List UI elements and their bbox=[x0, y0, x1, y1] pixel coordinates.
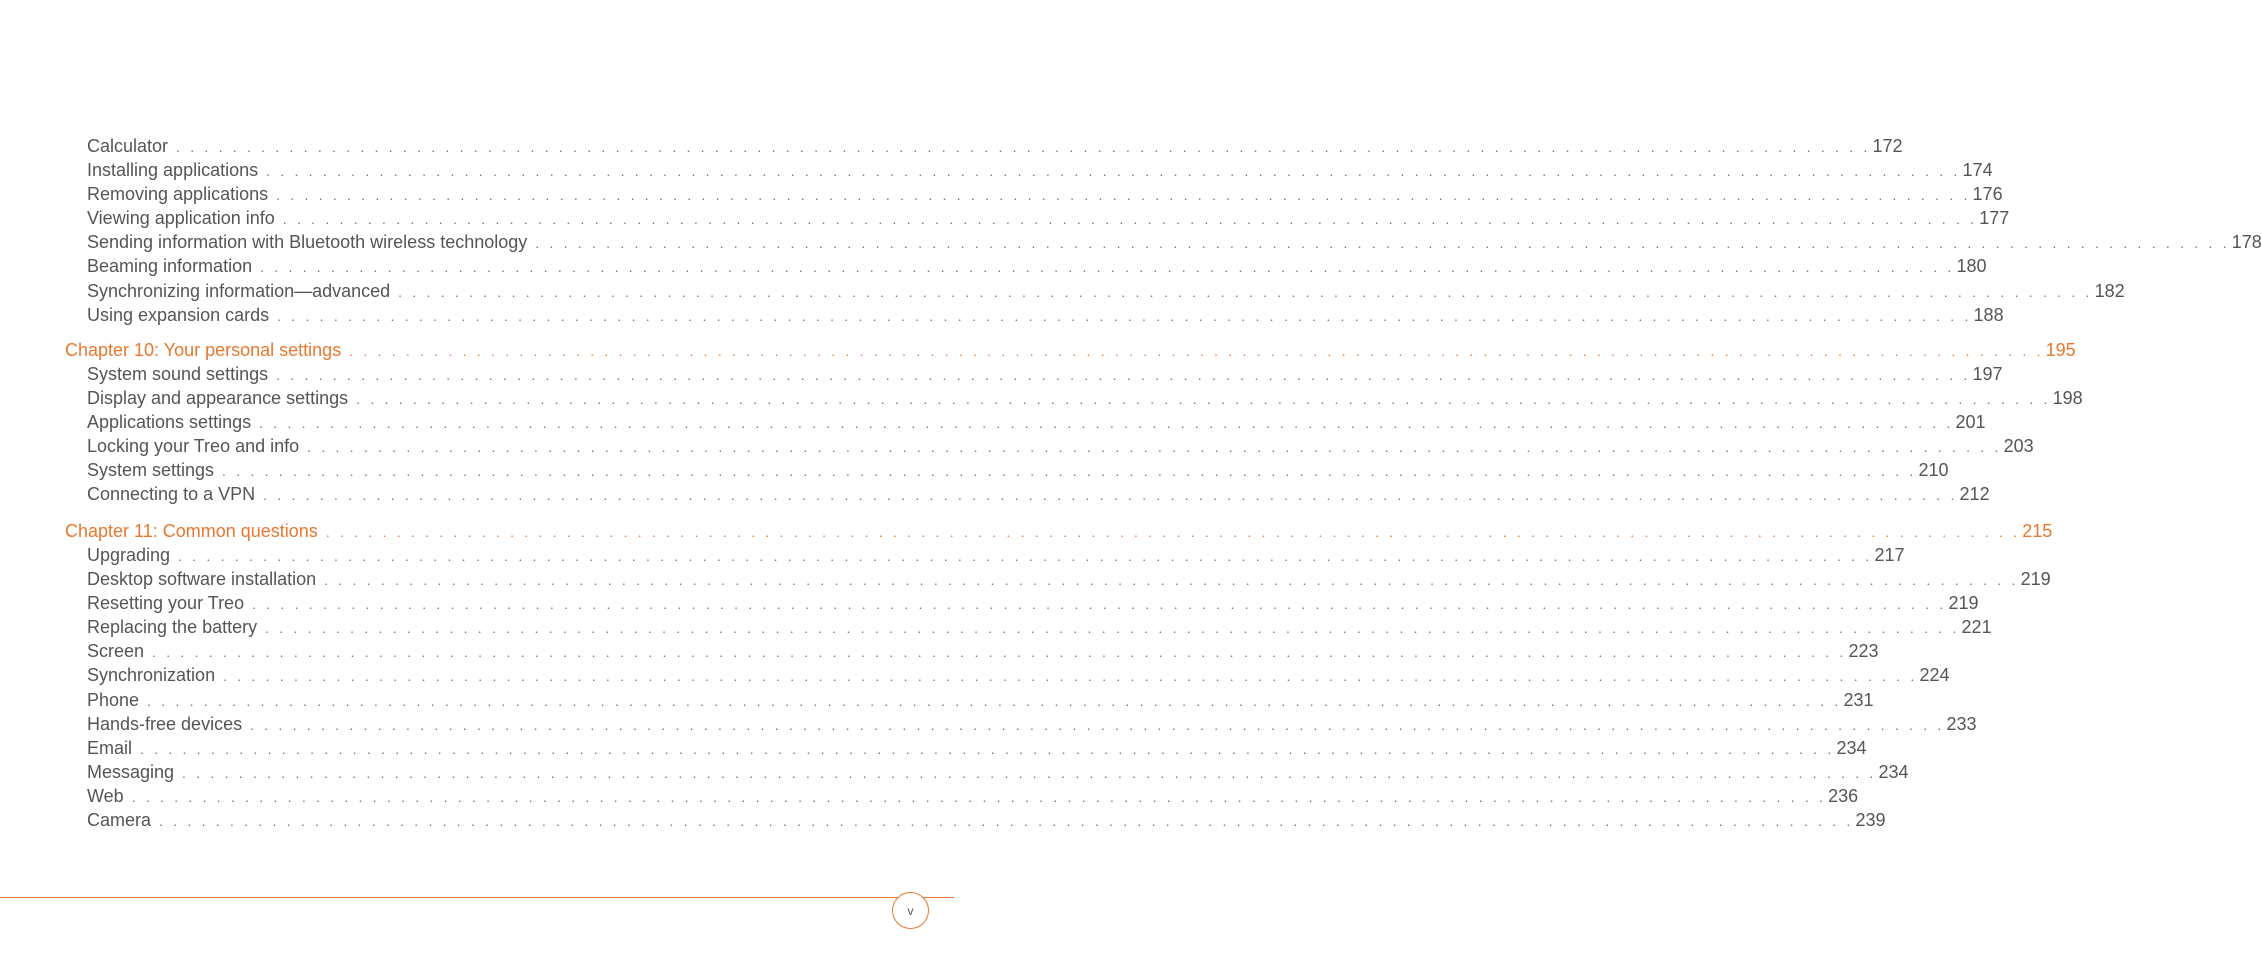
dot-leader: . . . . . . . . . . . . . . . . . . . . . . . . . . . . . . . . . . . . . . . . . . . . . . . . . . . . . . . . . . . . . . . . . . . . . . . . . . . . . . . . . . . . . . . . . . . . . . . . . . . . . . . . . . . . . . . . . . . . . . . . bbox=[223, 668, 1918, 685]
toc-page-number: 219 bbox=[2020, 569, 2051, 590]
toc-page-number: 182 bbox=[2094, 280, 2125, 301]
toc-title: Calculator bbox=[87, 136, 169, 156]
toc-row-content bbox=[87, 736, 1867, 761]
toc-entry[interactable] bbox=[0, 254, 1987, 278]
toc-entry[interactable] bbox=[0, 482, 1990, 506]
toc-title: Display and appearance settings bbox=[87, 387, 349, 408]
dot-leader: . . . . . . . . . . . . . . . . . . . . . . . . . . . . . . . . . . . . . . . . . . . . . . . . . . . . . . . . . . . . . . . . . . . . . . . . . . . . . . . . . . . . . . . . . . . . . . . . . . . . . . . . . . . . . . . . . . . . . . . . bbox=[259, 415, 1954, 432]
dot-leader: . . . . . . . . . . . . . . . . . . . . . . . . . . . . . . . . . . . . . . . . . . . . . . . . . . . . . . . . . . . . . . . . . . . . . . . . . . . . . . . . . . . . . . . . . . . . . . . . . . . . . . . . . . . . . . . . . . . . . . . . bbox=[356, 390, 2051, 407]
dot-leader: . . . . . . . . . . . . . . . . . . . . . . . . . . . . . . . . . . . . . . . . . . . . . . . . . . . . . . . . . . . . . . . . . . . . . . . . . . . . . . . . . . . . . . . . . . . . . . . . . . . . . . . . . . . . . . . . . . . . . . . . bbox=[265, 620, 1960, 637]
toc-title: Viewing application info bbox=[87, 208, 275, 229]
toc-row-content bbox=[65, 519, 2053, 544]
toc-row-content bbox=[87, 158, 1993, 183]
dot-leader: . . . . . . . . . . . . . . . . . . . . . . . . . . . . . . . . . . . . . . . . . . . . . . . . . . . . . . . . . . . . . . . . . . . . . . . . . . . . . . . . . . . . . . . . . . . . . . . . . . . . . . . . . . . . . . . . . . . . . . . . bbox=[398, 283, 2093, 300]
toc-entry[interactable] bbox=[0, 736, 1867, 760]
toc-title: Screen bbox=[87, 641, 145, 662]
toc-row-content bbox=[87, 134, 1903, 159]
toc-entry[interactable] bbox=[0, 615, 1992, 639]
toc-page-number: 177 bbox=[1979, 208, 2010, 229]
toc-entry[interactable] bbox=[0, 808, 1886, 832]
dot-leader: . . . . . . . . . . . . . . . . . . . . . . . . . . . . . . . . . . . . . . . . . . . . . . . . . . . . . . . . . . . . . . . . . . . . . . . . . . . . . . . . . . . . . . . . . . . . . . . . . . . . . . . . . . . . . . . . . . . . . . . . bbox=[178, 548, 1873, 564]
toc-row-content bbox=[87, 591, 1979, 616]
toc-chapter-heading[interactable] bbox=[0, 519, 2053, 543]
toc-row-content bbox=[87, 639, 1879, 664]
toc-row-content bbox=[87, 615, 1992, 640]
toc-page-number: 221 bbox=[1961, 617, 1992, 638]
dot-leader: . . . . . . . . . . . . . . . . . . . . . . . . . . . . . . . . . . . . . . . . . . . . . . . . . . . . . . . . . . . . . . . . . . . . . . . . . . . . . . . . . . . . . . . . . . . . . . . . . . . . . . . . . . . . . . . . . . . . . . . . bbox=[349, 342, 2044, 359]
toc-row-content bbox=[87, 567, 2051, 592]
toc-page-number: 176 bbox=[1972, 184, 2003, 205]
toc-entry[interactable] bbox=[0, 410, 1986, 434]
toc-row-content bbox=[87, 784, 1859, 809]
toc-row-content bbox=[87, 410, 1986, 435]
toc-entry[interactable] bbox=[0, 591, 1979, 615]
toc-entry[interactable] bbox=[0, 158, 1993, 182]
toc-entry[interactable] bbox=[0, 386, 2083, 410]
toc-entry[interactable] bbox=[0, 182, 2003, 206]
dot-leader: . . . . . . . . . . . . . . . . . . . . . . . . . . . . . . . . . . . . . . . . . . . . . . . . . . . . . . . . . . . . . . . . . . . . . . . . . . . . . . . . . . . . . . . . . . . . . . . . . . . . . . . . . . . . . . . . . . . . . . . . bbox=[159, 813, 1854, 830]
toc-page-number: 210 bbox=[1918, 460, 1949, 481]
toc-title: Removing applications bbox=[87, 184, 269, 205]
toc-title: Web bbox=[87, 785, 124, 806]
toc-page-number: 217 bbox=[1874, 545, 1905, 565]
toc-entry[interactable] bbox=[0, 567, 2051, 591]
toc-title: Chapter 11: Common questions bbox=[65, 520, 318, 541]
dot-leader: . . . . . . . . . . . . . . . . . . . . . . . . . . . . . . . . . . . . . . . . . . . . . . . . . . . . . . . . . . . . . . . . . . . . . . . . . . . . . . . . . . . . . . . . . . . . . . . . . . . . . . . . . . . . . . . . . . . . . . . . bbox=[263, 487, 1958, 504]
toc-title: Hands-free devices bbox=[87, 713, 243, 734]
toc-title: Beaming information bbox=[87, 256, 253, 277]
dot-leader: . . . . . . . . . . . . . . . . . . . . . . . . . . . . . . . . . . . . . . . . . . . . . . . . . . . . . . . . . . . . . . . . . . . . . . . . . . . . . . . . . . . . . . . . . . . . . . . . . . . . . . . . . . . . . . . . . . . . . . . . bbox=[277, 307, 1972, 324]
dot-leader: . . . . . . . . . . . . . . . . . . . . . . . . . . . . . . . . . . . . . . . . . . . . . . . . . . . . . . . . . . . . . . . . . . . . . . . . . . . . . . . . . . . . . . . . . . . . . . . . . . . . . . . . . . . . . . . . . . . . . . . . bbox=[252, 596, 1947, 613]
toc-page-number: 212 bbox=[1959, 484, 1990, 505]
dot-leader: . . . . . . . . . . . . . . . . . . . . . . . . . . . . . . . . . . . . . . . . . . . . . . . . . . . . . . . . . . . . . . . . . . . . . . . . . . . . . . . . . . . . . . . . . . . . . . . . . . . . . . . . . . . . . . . . . . . . . . . . bbox=[535, 235, 2230, 252]
toc-row-content bbox=[87, 206, 2010, 231]
toc-page-number: 234 bbox=[1836, 737, 1867, 758]
table-of-contents bbox=[0, 134, 2262, 832]
toc-title: Synchronizing information—advanced bbox=[87, 280, 391, 301]
dot-leader: . . . . . . . . . . . . . . . . . . . . . . . . . . . . . . . . . . . . . . . . . . . . . . . . . . . . . . . . . . . . . . . . . . . . . . . . . . . . . . . . . . . . . . . . . . . . . . . . . . . . . . . . . . . . . . . . . . . . . . . . bbox=[152, 644, 1847, 661]
toc-page-number: 203 bbox=[2003, 436, 2034, 457]
toc-entry[interactable] bbox=[0, 688, 1874, 712]
toc-page-number: 231 bbox=[1843, 689, 1874, 710]
toc-title: Phone bbox=[87, 689, 140, 710]
toc-row-content bbox=[87, 688, 1874, 713]
toc-title: Camera bbox=[87, 810, 152, 831]
toc-entry[interactable] bbox=[0, 712, 1977, 736]
toc-entry[interactable] bbox=[0, 543, 1905, 567]
dot-leader: . . . . . . . . . . . . . . . . . . . . . . . . . . . . . . . . . . . . . . . . . . . . . . . . . . . . . . . . . . . . . . . . . . . . . . . . . . . . . . . . . . . . . . . . . . . . . . . . . . . . . . . . . . . . . . . . . . . . . . . . bbox=[250, 716, 1945, 733]
page-number: v bbox=[907, 903, 914, 918]
toc-entry[interactable] bbox=[0, 639, 1879, 663]
toc-row-content bbox=[87, 254, 1987, 279]
toc-entry[interactable] bbox=[0, 303, 2004, 327]
toc-row-content bbox=[87, 386, 2083, 411]
dot-leader: . . . . . . . . . . . . . . . . . . . . . . . . . . . . . . . . . . . . . . . . . . . . . . . . . . . . . . . . . . . . . . . . . . . . . . . . . . . . . . . . . . . . . . . . . . . . . . . . . . . . . . . . . . . . . . . . . . . . . . . . bbox=[131, 788, 1827, 805]
dot-leader: . . . . . . . . . . . . . . . . . . . . . . . . . . . . . . . . . . . . . . . . . . . . . . . . . . . . . . . . . . . . . . . . . . . . . . . . . . . . . . . . . . . . . . . . . . . . . . . . . . . . . . . . . . . . . . . . . . . . . . . . bbox=[324, 572, 2019, 589]
toc-row-content bbox=[87, 303, 2004, 328]
toc-page-number: 188 bbox=[1973, 304, 2004, 325]
toc-title: Sending information with Bluetooth wireless technology bbox=[87, 232, 528, 253]
toc-page-number: 201 bbox=[1955, 412, 1986, 433]
dot-leader: . . . . . . . . . . . . . . . . . . . . . . . . . . . . . . . . . . . . . . . . . . . . . . . . . . . . . . . . . . . . . . . . . . . . . . . . . . . . . . . . . . . . . . . . . . . . . . . . . . . . . . . . . . . . . . . . . . . . . . . . bbox=[307, 439, 2002, 456]
toc-entry[interactable] bbox=[0, 663, 1950, 687]
toc-page-number: 174 bbox=[1962, 160, 1993, 181]
toc-title: Connecting to a VPN bbox=[87, 484, 256, 505]
toc-row-content bbox=[87, 760, 1909, 785]
toc-entry[interactable] bbox=[0, 458, 1949, 482]
dot-leader: . . . . . . . . . . . . . . . . . . . . . . . . . . . . . . . . . . . . . . . . . . . . . . . . . . . . . . . . . . . . . . . . . . . . . . . . . . . . . . . . . . . . . . . . . . . . . . . . . . . . . . . . . . . . . . . . . . . . . . . . bbox=[276, 366, 1971, 383]
toc-entry[interactable] bbox=[0, 362, 2003, 386]
toc-page-number: 239 bbox=[1855, 810, 1886, 831]
toc-row-content bbox=[87, 663, 1950, 688]
toc-page-number: 224 bbox=[1919, 665, 1950, 686]
toc-entry[interactable] bbox=[0, 784, 1859, 808]
toc-page-number: 219 bbox=[1948, 593, 1979, 614]
toc-page-number: 198 bbox=[2052, 387, 2083, 408]
dot-leader: . . . . . . . . . . . . . . . . . . . . . . . . . . . . . . . . . . . . . . . . . . . . . . . . . . . . . . . . . . . . . . . . . . . . . . . . . . . . . . . . . . . . . . . . . . . . . . . . . . . . . . . . . . . . . . . . . . . . . . . . bbox=[276, 187, 1971, 204]
toc-row-content bbox=[87, 230, 2262, 255]
dot-leader: . . . . . . . . . . . . . . . . . . . . . . . . . . . . . . . . . . . . . . . . . . . . . . . . . . . . . . . . . . . . . . . . . . . . . . . . . . . . . . . . . . . . . . . . . . . . . . . . . . . . . . . . . . . . . . . . . . . . . . . . bbox=[282, 211, 1978, 228]
dot-leader: . . . . . . . . . . . . . . . . . . . . . . . . . . . . . . . . . . . . . . . . . . . . . . . . . . . . . . . . . . . . . . . . . . . . . . . . . . . . . . . . . . . . . . . . . . . . . . . . . . . . . . . . . . . . . . . . . . . . . . . . bbox=[222, 463, 1917, 480]
footer-divider bbox=[0, 897, 954, 898]
toc-title: Resetting your Treo bbox=[87, 593, 245, 614]
toc-title: System sound settings bbox=[87, 363, 269, 384]
toc-row-content bbox=[87, 279, 2125, 304]
dot-leader: . . . . . . . . . . . . . . . . . . . . . . . . . . . . . . . . . . . . . . . . . . . . . . . . . . . . . . . . . . . . . . . . . . . . . . . . . . . . . . . . . . . . . . . . . . . . . . . . . . . . . . . . . . . . . . . . . . . . . . . . bbox=[147, 692, 1842, 709]
dot-leader: . . . . . . . . . . . . . . . . . . . . . . . . . . . . . . . . . . . . . . . . . . . . . . . . . . . . . . . . . . . . . . . . . . . . . . . . . . . . . . . . . . . . . . . . . . . . . . . . . . . . . . . . . . . . . . . . . . . . . . . . bbox=[140, 740, 1835, 757]
toc-entry[interactable] bbox=[0, 279, 2125, 303]
toc-title: Desktop software installation bbox=[87, 569, 317, 590]
dot-leader: . . . . . . . . . . . . . . . . . . . . . . . . . . . . . . . . . . . . . . . . . . . . . . . . . . . . . . . . . . . . . . . . . . . . . . . . . . . . . . . . . . . . . . . . . . . . . . . . . . . . . . . . . . . . . . . . . . . . . . . . bbox=[260, 259, 1955, 276]
toc-title: Installing applications bbox=[87, 160, 259, 181]
toc-row-content bbox=[87, 712, 1977, 737]
toc-page-number: 172 bbox=[1872, 136, 1903, 156]
toc-page-number: 223 bbox=[1848, 641, 1879, 662]
toc-page-number: 215 bbox=[2022, 520, 2053, 541]
toc-page-number: 178 bbox=[2231, 232, 2262, 253]
dot-leader: . . . . . . . . . . . . . . . . . . . . . . . . . . . . . . . . . . . . . . . . . . . . . . . . . . . . . . . . . . . . . . . . . . . . . . . . . . . . . . . . . . . . . . . . . . . . . . . . . . . . . . . . . . . . . . . . . . . . . . . . bbox=[266, 163, 1961, 180]
toc-title: Email bbox=[87, 737, 133, 758]
toc-page-number: 234 bbox=[1878, 761, 1909, 782]
toc-row-content bbox=[87, 362, 2003, 387]
toc-title: Chapter 10: Your personal settings bbox=[65, 339, 342, 360]
toc-row-content bbox=[87, 182, 2003, 207]
toc-title: Messaging bbox=[87, 761, 175, 782]
toc-title: Using expansion cards bbox=[87, 304, 270, 325]
toc-row-content bbox=[87, 808, 1886, 833]
toc-title: Replacing the battery bbox=[87, 617, 258, 638]
toc-entry[interactable] bbox=[0, 206, 2010, 230]
toc-entry[interactable] bbox=[0, 760, 1909, 784]
toc-page-number: 180 bbox=[1956, 256, 1987, 277]
toc-title: System settings bbox=[87, 460, 215, 481]
toc-entry[interactable] bbox=[0, 230, 2262, 254]
toc-row-content bbox=[87, 543, 1905, 568]
toc-page-number: 236 bbox=[1828, 785, 1859, 806]
toc-title: Synchronization bbox=[87, 665, 216, 686]
toc-entry[interactable] bbox=[0, 434, 2034, 458]
toc-page-number: 233 bbox=[1946, 713, 1977, 734]
toc-entry[interactable] bbox=[0, 134, 1903, 158]
toc-title: Upgrading bbox=[87, 545, 171, 565]
toc-title: Locking your Treo and info bbox=[87, 436, 300, 457]
toc-row-content bbox=[87, 482, 1990, 507]
toc-page-number: 195 bbox=[2045, 339, 2076, 360]
page-number-badge bbox=[892, 892, 929, 929]
toc-page-number: 197 bbox=[1972, 363, 2003, 384]
dot-leader: . . . . . . . . . . . . . . . . . . . . . . . . . . . . . . . . . . . . . . . . . . . . . . . . . . . . . . . . . . . . . . . . . . . . . . . . . . . . . . . . . . . . . . . . . . . . . . . . . . . . . . . . . . . . . . . . . . . . . . . . bbox=[325, 523, 2021, 540]
toc-row-content bbox=[87, 434, 2034, 459]
toc-row-content bbox=[65, 338, 2076, 363]
toc-row-content bbox=[87, 458, 1949, 483]
toc-chapter-heading[interactable] bbox=[0, 338, 2076, 362]
dot-leader: . . . . . . . . . . . . . . . . . . . . . . . . . . . . . . . . . . . . . . . . . . . . . . . . . . . . . . . . . . . . . . . . . . . . . . . . . . . . . . . . . . . . . . . . . . . . . . . . . . . . . . . . . . . . . . . . . . . . . . . . bbox=[176, 139, 1871, 155]
toc-title: Applications settings bbox=[87, 412, 252, 433]
dot-leader: . . . . . . . . . . . . . . . . . . . . . . . . . . . . . . . . . . . . . . . . . . . . . . . . . . . . . . . . . . . . . . . . . . . . . . . . . . . . . . . . . . . . . . . . . . . . . . . . . . . . . . . . . . . . . . . . . . . . . . . . bbox=[182, 764, 1877, 781]
